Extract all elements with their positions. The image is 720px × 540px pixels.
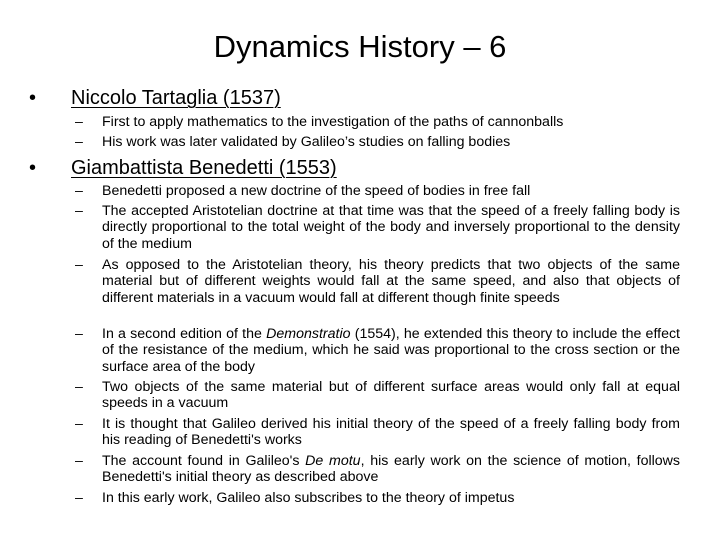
sub-item <box>75 453 680 486</box>
sub-item <box>75 114 680 130</box>
sub-item-text: His work was later validated by Galileo’s studies on falling bodies <box>102 134 511 150</box>
dash-icon: – <box>75 453 83 469</box>
slide-title: Dynamics History – 6 <box>213 29 507 64</box>
bullet-heading-benedetti: Giambattista Benedetti (1553) <box>71 157 337 179</box>
dash-icon: – <box>75 326 83 342</box>
dash-icon: – <box>75 257 83 273</box>
sub-item-text: Benedetti proposed a new doctrine of the speed of bodies in free fall <box>102 183 531 199</box>
dash-icon: – <box>75 416 83 432</box>
sub-item-text: The accepted Aristotelian doctrine at that time was that the speed of a freely falling body is directly proportional to the total weight of the body and inversely proportional to the density of the medium <box>102 203 680 252</box>
dash-icon: – <box>75 490 83 506</box>
sub-item <box>75 326 680 375</box>
dash-icon: – <box>75 379 83 395</box>
sub-item-text <box>102 453 680 486</box>
bullet-benedetti <box>26 156 337 180</box>
bullet-dot-icon: • <box>29 157 37 179</box>
dash-icon: – <box>75 183 83 199</box>
sub-item-text: Two objects of the same material but of different surface areas would only fall at equal speeds in a vacuum <box>102 379 680 412</box>
sub-item-text-part: In a second edition of the <box>102 326 267 342</box>
sub-item <box>75 257 680 306</box>
dash-icon: – <box>75 134 83 150</box>
sub-item <box>75 183 680 199</box>
sub-item-text: First to apply mathematics to the investigation of the paths of cannonballs <box>102 114 564 130</box>
sub-item-text <box>102 326 680 375</box>
sub-item-text: It is thought that Galileo derived his initial theory of the speed of a freely falling body from his reading of Benedetti's works <box>102 416 680 449</box>
bullet-heading-tartaglia: Niccolo Tartaglia (1537) <box>71 87 281 109</box>
sub-item <box>75 203 680 252</box>
bullet-tartaglia <box>26 86 281 110</box>
sub-item <box>75 134 680 150</box>
sub-item-text-part: , his early work on the science of motion, follows Benedetti's initial theory as described above <box>102 453 681 486</box>
dash-icon: – <box>75 203 83 219</box>
sub-item-text-part: The account found in Galileo's <box>102 453 306 469</box>
sub-item-text: In this early work, Galileo also subscribes to the theory of impetus <box>102 490 515 506</box>
sub-item-text-part: (1554), he extended this theory to include the effect of the resistance of the medium, which he said was proportional to the cross section or the surface area of the body <box>102 326 681 375</box>
book-title-demonstratio: Demonstratio <box>266 326 351 342</box>
sub-item-text: As opposed to the Aristotelian theory, his theory predicts that two objects of the same material but of different weights would fall at the same speed, and also that objects of different materials in a vacuum would fall at different though finite speeds <box>102 257 680 306</box>
sub-item <box>75 379 680 412</box>
book-title-de-motu: De motu <box>305 453 361 469</box>
dash-icon: – <box>75 114 83 130</box>
bullet-dot-icon: • <box>29 87 37 109</box>
sub-item <box>75 490 680 506</box>
sub-item <box>75 416 680 449</box>
